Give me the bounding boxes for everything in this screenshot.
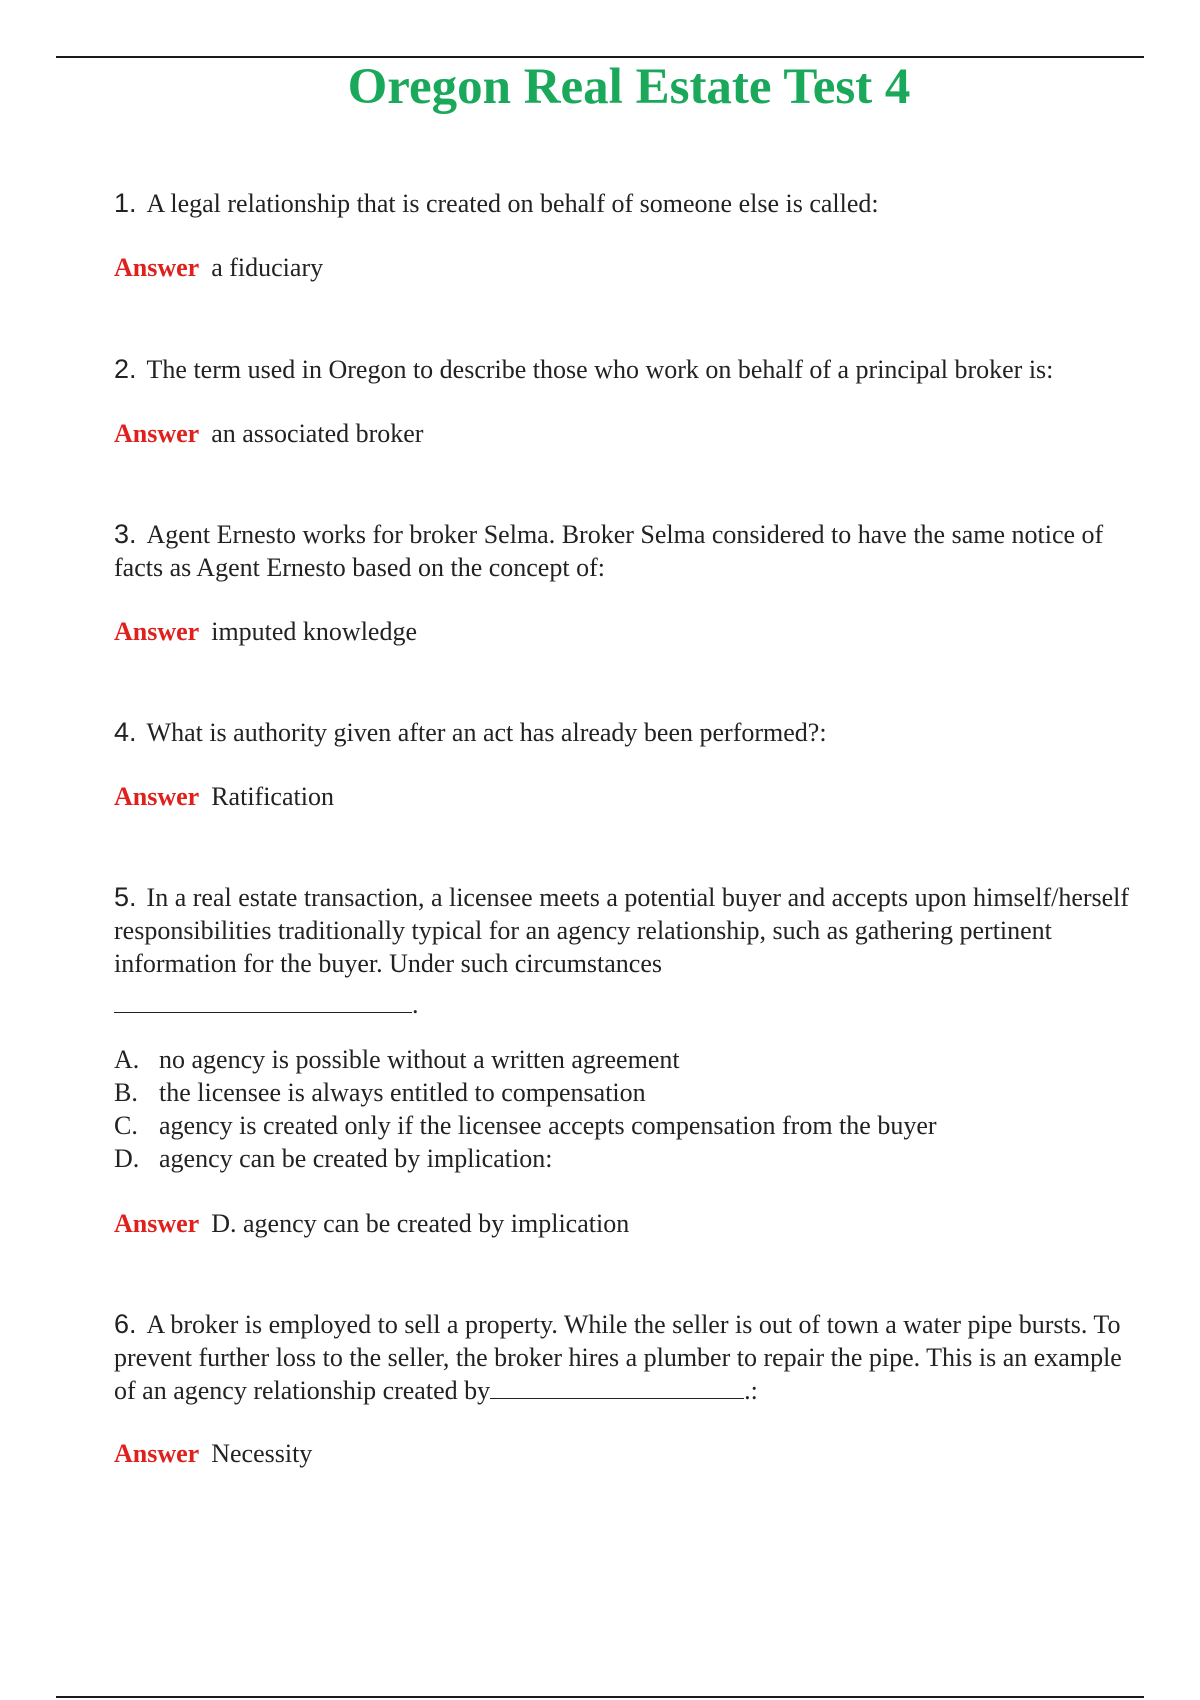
- question-5: [114, 881, 1144, 1021]
- option-letter: B.: [114, 1078, 138, 1107]
- answer-text: an associated broker: [211, 419, 424, 448]
- answer-2: [114, 417, 423, 450]
- answer-1: [114, 251, 323, 284]
- answer-text: Ratification: [211, 782, 334, 811]
- answer-label: Answer: [114, 1209, 200, 1238]
- question-3: [114, 518, 1144, 584]
- question-6: [114, 1308, 1144, 1407]
- answer-label: Answer: [114, 419, 200, 448]
- answer-label: Answer: [114, 253, 200, 282]
- question-text: The term used in Oregon to describe those who work on behalf of a principal broker is:: [146, 355, 1054, 384]
- option-text: agency can be created by implication:: [159, 1144, 553, 1173]
- question-text: A legal relationship that is created on behalf of someone else is called:: [146, 189, 879, 218]
- option-b: [114, 1076, 1144, 1109]
- option-d: [114, 1142, 1144, 1175]
- answer-text: imputed knowledge: [211, 617, 418, 646]
- blank-suffix: .:: [744, 1376, 758, 1405]
- question-text: What is authority given after an act has already been performed?:: [146, 718, 827, 747]
- question-number: 3.: [114, 519, 137, 549]
- answer-6: [114, 1437, 312, 1470]
- option-letter: D.: [114, 1144, 140, 1173]
- blank-suffix: .: [412, 990, 419, 1019]
- question-number: 2.: [114, 354, 137, 384]
- answer-text: Necessity: [211, 1439, 313, 1468]
- option-letter: A.: [114, 1045, 140, 1074]
- answer-5: [114, 1207, 629, 1240]
- question-number: 6.: [114, 1309, 137, 1339]
- answer-text: a fiduciary: [211, 253, 324, 282]
- answer-label: Answer: [114, 1439, 200, 1468]
- question-text: In a real estate transaction, a licensee meets a potential buyer and accepts upon himself/herself responsibilities traditionally typical for an agency relationship, such as gathering pertinent information for the buyer. Under such circumstances: [114, 883, 1130, 978]
- answer-3: [114, 615, 417, 648]
- page-title: Oregon Real Estate Test 4: [347, 59, 911, 115]
- question-4: [114, 716, 1144, 749]
- question-1: [114, 187, 1144, 220]
- answer-label: Answer: [114, 782, 200, 811]
- question-number: 5.: [114, 882, 137, 912]
- question-text: Agent Ernesto works for broker Selma. Broker Selma considered to have the same notice of facts as Agent Ernesto based on the concept of:: [114, 520, 1104, 582]
- fill-in-blank: [490, 1376, 744, 1399]
- option-text: no agency is possible without a written agreement: [159, 1045, 680, 1074]
- option-text: agency is created only if the licensee accepts compensation from the buyer: [159, 1111, 937, 1140]
- question-2: [114, 353, 1144, 386]
- fill-in-blank: [114, 990, 412, 1013]
- option-a: [114, 1043, 1144, 1076]
- option-c: [114, 1109, 1144, 1142]
- option-letter: C.: [114, 1111, 138, 1140]
- question-text: A broker is employed to sell a property. While the seller is out of town a water pipe bursts. To prevent further loss to the seller, the broker hires a plumber to repair the pipe. This is an example of an agency relationship created by: [114, 1310, 1122, 1405]
- bottom-rule: [56, 1696, 1144, 1698]
- options-list: [114, 1043, 1144, 1175]
- answer-4: [114, 780, 334, 813]
- question-number: 4.: [114, 717, 137, 747]
- question-number: 1.: [114, 188, 137, 218]
- option-text: the licensee is always entitled to compensation: [159, 1078, 646, 1107]
- answer-text: D. agency can be created by implication: [211, 1209, 630, 1238]
- answer-label: Answer: [114, 617, 200, 646]
